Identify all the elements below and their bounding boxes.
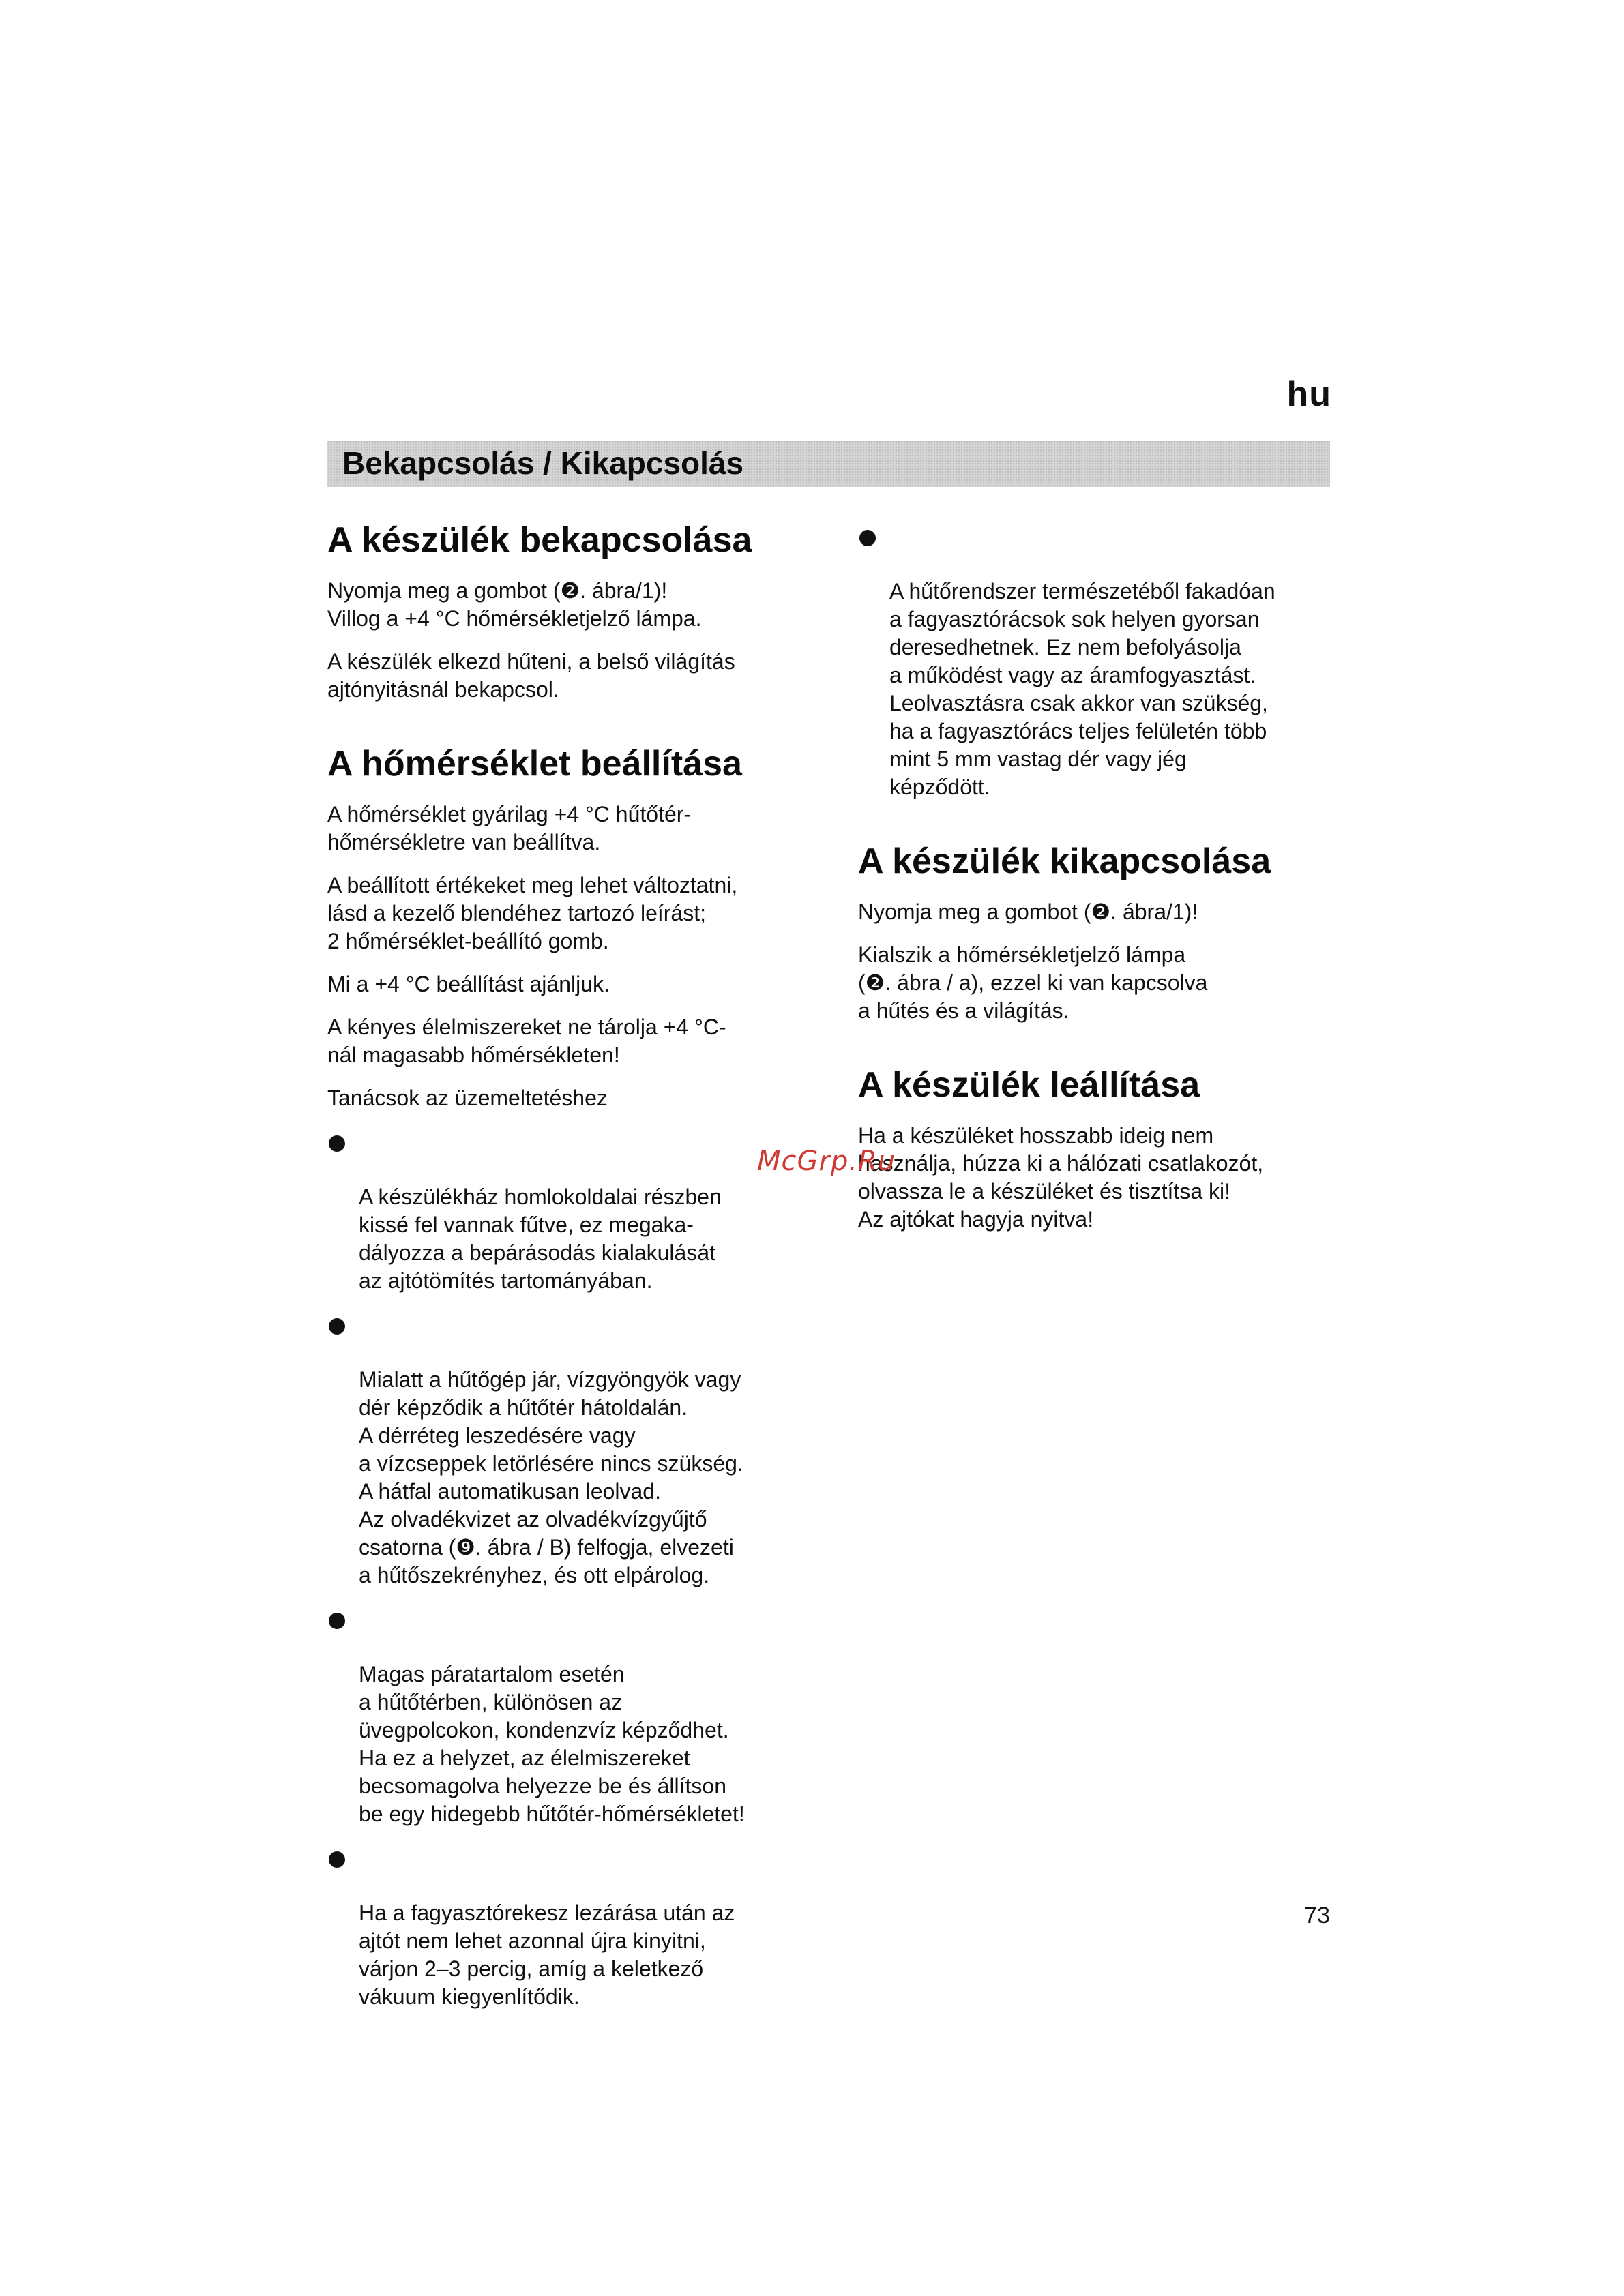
list-item-text: A hűtőrendszer természetéből fakadóan a fagyasztórácsok sok helyen gyorsan deresedhetnek. Ez nem befolyásolja a működést vagy az áramfogyasztást. Leolvasztásra csak akkor van szükség, ha a fagyasztórács teljes felületén több mint 5 mm vastag dér vagy jég képződött.	[889, 579, 1275, 799]
banner-title: Bekapcsolás / Kikapcsolás	[342, 445, 744, 481]
right-column	[858, 522, 1335, 1249]
bullet-icon	[329, 1318, 345, 1335]
paragraph: Ha a készüléket hosszabb ideig nem használja, húzza ki a hálózati csatlakozót, olvassza le a készüléket és tisztítsa ki! Az ajtókat hagyja nyitva!	[858, 1123, 1264, 1232]
language-code: hu	[1286, 374, 1331, 414]
paragraph: Mi a +4 °C beállítást ajánljuk.	[327, 972, 610, 996]
heading-temperature-setting: A hőmérséklet beállítása	[327, 744, 742, 784]
watermark: McGrp.Ru	[757, 1146, 896, 1177]
bullet-icon	[329, 1135, 345, 1152]
heading-switch-on: A készülék bekapcsolása	[327, 520, 752, 560]
tips-list	[327, 1127, 818, 2011]
list-item	[327, 1843, 818, 2011]
paragraph: A hőmérséklet gyárilag +4 °C hűtőtér- hőmérsékletre van beállítva.	[327, 802, 692, 854]
left-column	[327, 518, 818, 2026]
paragraph: Nyomja meg a gombot (❷. ábra/1)! Villog a +4 °C hőmérsékletjelző lámpa.	[327, 578, 702, 631]
paragraph: Nyomja meg a gombot (❷. ábra/1)!	[858, 899, 1198, 924]
list-item	[327, 1310, 818, 1590]
list-item-text: Mialatt a hűtőgép jár, vízgyöngyök vagy dér képződik a hűtőtér hátoldalán. A dérréteg leszedésére vagy a vízcseppek letörlésére nincs szükség. A hátfal automatikusan leolvad. Az olvadékvizet az olvadékvízgyűjtő csatorna (❾. ábra / B) felfogja, elvezeti a hűtőszekrényhez, és ott elpárolog.	[359, 1367, 743, 1587]
section-banner	[327, 441, 1330, 487]
tips-subheading: Tanácsok az üzemeltetéshez	[327, 1086, 608, 1110]
heading-switch-off: A készülék kikapcsolása	[858, 841, 1271, 881]
list-item	[858, 522, 1335, 801]
list-item-text: Ha a fagyasztórekesz lezárása után az ajtót nem lehet azonnal újra kinyitni, várjon 2–3 percig, amíg a keletkező vákuum kiegyenlítődik.	[359, 1900, 735, 2009]
list-item	[327, 1605, 818, 1828]
tips-list-continued	[858, 522, 1335, 801]
paragraph: A készülék elkezd hűteni, a belső világítás ajtónyitásnál bekapcsol.	[327, 649, 735, 702]
bullet-icon	[329, 1851, 345, 1868]
page-number: 73	[1304, 1903, 1330, 1928]
list-item-text: Magas páratartalom esetén a hűtőtérben, különösen az üvegpolcokon, kondenzvíz képződhet. Ha ez a helyzet, az élelmiszereket becsomagolva helyezze be és állítson be egy hidegebb hűtőtér-hőmérsékletet!	[359, 1662, 745, 1826]
bullet-icon	[859, 530, 876, 546]
paragraph: A beállított értékeket meg lehet változtatni, lásd a kezelő blendéhez tartozó leírást; 2 hőmérséklet-beállító gomb.	[327, 873, 738, 953]
bullet-icon	[329, 1613, 345, 1629]
paragraph: A kényes élelmiszereket ne tárolja +4 °C- nál magasabb hőmérsékleten!	[327, 1015, 726, 1067]
paragraph: Kialszik a hőmérsékletjelző lámpa (❷. ábra / a), ezzel ki van kapcsolva a hűtés és a világítás.	[858, 942, 1208, 1023]
list-item	[327, 1127, 818, 1295]
list-item-text: A készülékház homlokoldalai részben kissé fel vannak fűtve, ez megaka- dályozza a bepárásodás kialakulását az ajtótömítés tartományában.	[359, 1184, 722, 1293]
heading-decommission: A készülék leállítása	[858, 1065, 1200, 1105]
